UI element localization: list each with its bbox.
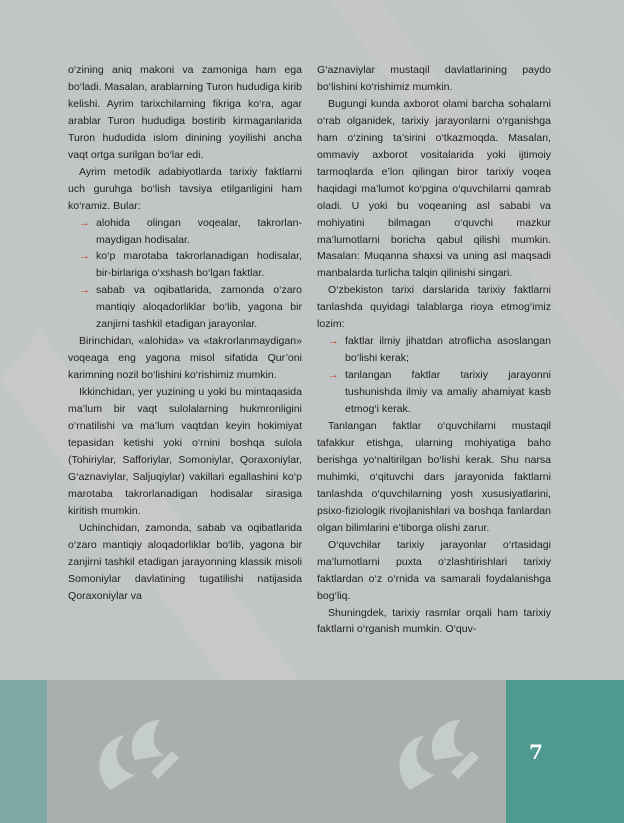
page-number: 7 xyxy=(529,740,543,764)
list-item xyxy=(68,282,302,333)
left-color-bar xyxy=(0,680,47,823)
paragraph: Ikkinchidan, yer yuzining u yoki bu mintaqasida ma’lum bir vaqt sulolalarning hukmronligini o‘rnatilishi va ma’lum vaqtdan keyin hokimiyat tepasidan ketishi yoki o‘rnini boshqa sulola (Tohiriylar, Safforiylar, Somoniylar, Qoraxoniylar, G‘aznaviylar, Saljuqiylar) vakillari egallashini ko‘p marotaba takrorlanadigan hodisalar sirasiga kiritish mumkin. xyxy=(68,386,302,517)
list-item xyxy=(68,215,302,249)
arrow-right-icon: → xyxy=(328,369,339,382)
list-item-text: faktlar ilmiy jihatdan atroflicha asoslangan bo‘lishi kerak; xyxy=(345,335,551,365)
list-item-text: ko‘p marotaba takrorlanadigan hodisalar, bir-birlariga o‘xshash bo‘lgan faktlar. xyxy=(96,250,302,280)
list-item-text: alohida olingan voqealar, takrorlanmaydigan hodisalar. xyxy=(96,216,302,246)
arrow-right-icon: → xyxy=(328,335,339,348)
list-item-text: sabab va oqibatlarida, zamonda o‘zaro mantiqiy aloqadorliklar bo‘lib, yagona bir zanjirni tashkil etadigan jarayonlar. xyxy=(96,284,302,331)
publisher-logo-watermark xyxy=(80,700,200,810)
paragraph: O‘quvchilar tarixiy jarayonlar o‘rtasidagi ma’lumotlarni puxta o‘zlashtirishlari tarixiy faktlardan o‘z o‘rnida va samarali foydalanishga bog‘liq. xyxy=(317,538,551,602)
paragraph: Tanlangan faktlar o‘quvchilarni mustaqil tafakkur etishga, ularning mohiyatiga baho berishga yo‘naltirilgan bo‘lishi kerak. Shu narsa muhimki, o‘qituvchi dars jarayonida faktlarni tanlashda o‘quvchilarning yosh xususiyatlarini, psixo-fiziologik rivojlanishlari va boshqa fanlardan olgan bilimlarini e’tiborga olishi zarur. xyxy=(317,420,551,534)
paragraph: G‘aznaviylar mustaqil davlatlarining paydo bo‘lishini ko‘rishimiz mumkin. xyxy=(317,64,551,93)
publisher-logo-watermark-2 xyxy=(380,700,500,810)
paragraph: O‘zbekiston tarixi darslarida tarixiy faktlarni tanlashda quyidagi talablarga rioya etmog‘imiz lozim: xyxy=(317,284,551,331)
paragraph: Birinchidan, «alohida» va «takrorlanmaydigan» voqeaga eng yagona misol sifatida Qur’oni karimning nozil bo‘lishini ko‘rishimiz mumkin. xyxy=(68,335,302,382)
arrow-right-icon: → xyxy=(79,250,90,263)
right-column xyxy=(317,62,551,638)
bullet-list xyxy=(317,333,551,418)
list-item xyxy=(317,333,551,367)
list-item-text: tanlangan faktlar tarixiy jarayonni tushunishda ilmiy va amaliy ahamiyat kasb etmog‘i kerak. xyxy=(345,369,551,416)
paragraph: Ayrim metodik adabiyotlarda tarixiy faktlarni uch guruhga bo‘lish tavsiya etilganligini ham ko‘ramiz. Bular: xyxy=(68,165,302,212)
paragraph: o‘zining aniq makoni va zamoniga ham ega bo‘ladi. Masalan, arablarning Turon hududiga kirib kelishi. Ayrim tarixchilarning fikriga ko‘ra, agar arablar Turon hududiga bostirib kirmaganlarida Turon hududida islom dinining yoyilishi ancha vaqt ortga surilgan bo‘lar edi. xyxy=(68,64,302,161)
left-column xyxy=(68,62,302,605)
list-item xyxy=(68,248,302,282)
paragraph: Uchinchidan, zamonda, sabab va oqibatlarida o‘zaro mantiqiy aloqadorliklar bo‘lib, yagona bir zanjirni tashkil etadigan jarayonning klassik misoli Somoniylar davlatining tugatilishi natijasida Qoraxoniylar va xyxy=(68,521,302,602)
paragraph: Shuningdek, tarixiy rasmlar orqali ham tarixiy faktlarni o‘rganish mumkin. O‘quv- xyxy=(317,606,551,636)
arrow-right-icon: → xyxy=(79,284,90,297)
list-item xyxy=(317,367,551,418)
paragraph: Bugungi kunda axborot olami barcha sohalarni o‘rab olganidek, tarixiy jarayonlarni o‘rganishga ham o‘zining ta’sirini o‘tkazmoqda. Masalan, ommaviy axborot vositalarida yoki ijtimoiy tarmoqlarda e’lon qilingan biror tarixiy voqea haqidagi ma’lumot ko‘pgina o‘quvchilarni qamrab oladi. U yoki bu voqeaning asl sababi va mohiyatini bilmagan o‘quvchi mazkur ma’lumotlarni boricha qabul qilishi mumkin. Masalan: Muqanna shaxsi va uning asl maqsadi manbalarda turlicha talqin qilinishi singari. xyxy=(317,97,551,280)
arrow-right-icon: → xyxy=(79,216,90,229)
bullet-list xyxy=(68,215,302,334)
